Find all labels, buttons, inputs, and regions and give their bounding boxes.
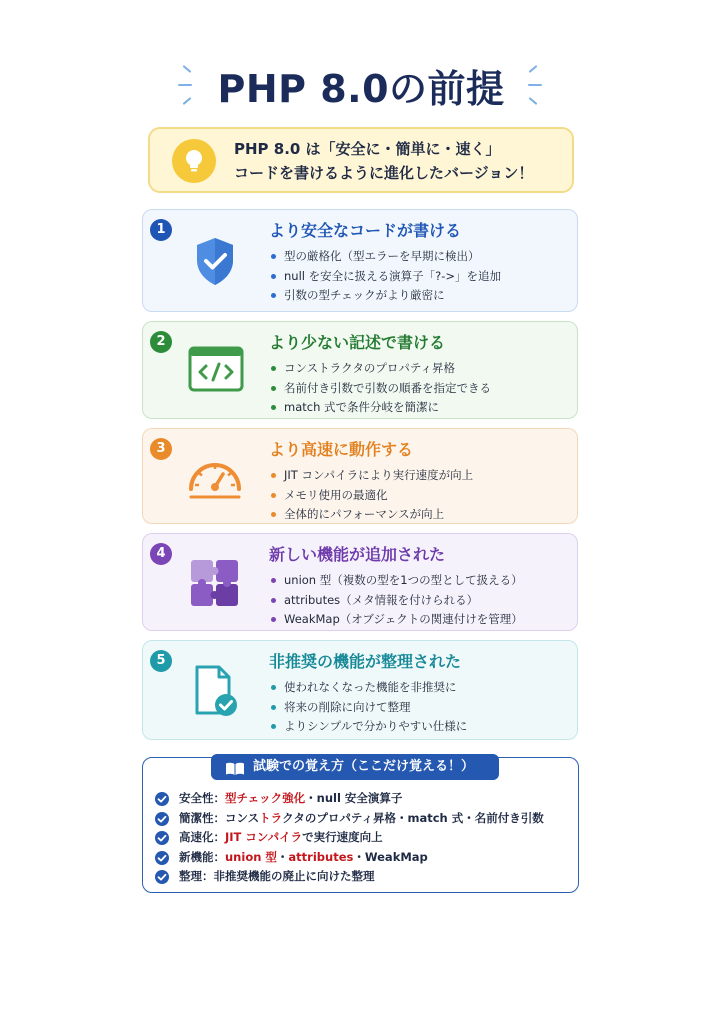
summary-item: 新機能：union 型・attributes・WeakMap — [155, 848, 544, 868]
check-circle-icon — [155, 851, 169, 865]
card-title: 新しい機能が追加された — [269, 545, 446, 564]
card-number: 3 — [150, 438, 172, 460]
card-number: 1 — [150, 219, 172, 241]
card-safe-code — [142, 209, 578, 312]
intro-line-1: PHP 8.0 は「安全に・簡単に・速く」 — [234, 140, 501, 158]
list-item: attributes（メタ情報を付けられる） — [269, 591, 574, 611]
speedometer-icon — [185, 447, 245, 507]
document-check-icon — [185, 661, 245, 721]
decoration-lines-right — [526, 66, 546, 106]
check-circle-icon — [155, 870, 169, 884]
card-faster — [142, 428, 578, 524]
list-item: union 型（複数の型を1つの型として扱える） — [269, 571, 574, 591]
book-icon — [225, 760, 245, 786]
card-number: 5 — [150, 650, 172, 672]
list-item: コンストラクタのプロパティ昇格 — [269, 359, 574, 379]
summary-heading-banner — [211, 754, 499, 780]
code-window-icon — [185, 340, 245, 400]
list-item: 型の厳格化（型エラーを早期に検出） — [269, 247, 574, 267]
list-item: よりシンプルで分かりやすい仕様に — [269, 717, 574, 737]
card-title: より安全なコードが書ける — [269, 221, 462, 240]
card-title: 非推奨の機能が整理された — [269, 652, 462, 671]
summary-item: 簡潔性：コンストラクタのプロパティ昇格・match 式・名前付き引数 — [155, 809, 544, 829]
check-circle-icon — [155, 831, 169, 845]
list-item: 全体的にパフォーマンスが向上 — [269, 505, 574, 525]
page-title: PHP 8.0の前提 — [217, 67, 505, 111]
puzzle-pieces-icon — [185, 552, 245, 612]
list-item: メモリ使用の最適化 — [269, 486, 574, 506]
title-area — [0, 58, 722, 118]
card-number: 2 — [150, 331, 172, 353]
list-item: WeakMap（オブジェクトの関連付けを管理） — [269, 610, 574, 630]
list-item: match 式で条件分岐を簡潔に — [269, 398, 574, 418]
shield-check-icon — [185, 232, 245, 292]
summary-item: 整理：非推奨機能の廃止に向けた整理 — [155, 867, 544, 887]
intro-line-2: コードを書けるように進化したバージョン！ — [234, 164, 534, 182]
list-item: 将来の削除に向けて整理 — [269, 698, 574, 718]
list-item: null を安全に扱える演算子「?->」を追加 — [269, 267, 574, 287]
card-new-features — [142, 533, 578, 631]
card-title: より高速に動作する — [269, 440, 414, 459]
list-item: JIT コンパイラにより実行速度が向上 — [269, 466, 574, 486]
lightbulb-icon — [172, 139, 216, 183]
intro-box — [148, 127, 574, 193]
card-less-code — [142, 321, 578, 419]
summary-item: 高速化：JIT コンパイラで実行速度向上 — [155, 828, 544, 848]
check-circle-icon — [155, 812, 169, 826]
list-item: 名前付き引数で引数の順番を指定できる — [269, 379, 574, 399]
exam-summary-box — [142, 757, 579, 893]
check-circle-icon — [155, 792, 169, 806]
card-number: 4 — [150, 543, 172, 565]
summary-heading: 試験での覚え方（ここだけ覚える！） — [253, 759, 475, 774]
summary-item: 安全性：型チェック強化・null 安全演算子 — [155, 789, 544, 809]
card-title: より少ない記述で書ける — [269, 333, 446, 352]
list-item: 使われなくなった機能を非推奨に — [269, 678, 574, 698]
list-item: 引数の型チェックがより厳密に — [269, 286, 574, 306]
card-deprecated — [142, 640, 578, 740]
